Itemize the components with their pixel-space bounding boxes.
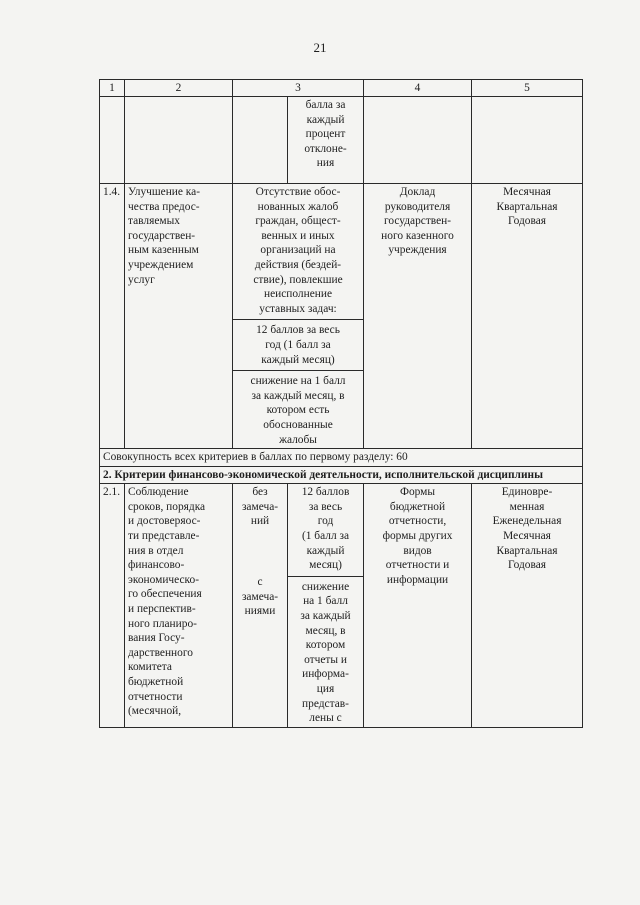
- criterion-reduction: снижение на 1 балл за каждый месяц, в котором есть обоснованные жалобы: [233, 370, 363, 447]
- section-title: 2. Критерии финансово-экономической деятельности, исполнительской дисциплины: [100, 466, 583, 484]
- table-row-2-1: [100, 484, 583, 728]
- continuation-name-cell: [125, 97, 233, 184]
- header-cell-5: 5: [472, 80, 583, 97]
- header-row: [100, 80, 583, 97]
- continuation-row: [100, 97, 583, 184]
- header-cell-4: 4: [364, 80, 472, 97]
- header-cell-1: 1: [100, 80, 125, 97]
- row-number: 1.4.: [100, 184, 125, 449]
- data-source: Доклад руководителя государствен- ного казенного учреждения: [364, 184, 472, 449]
- continuation-cond-cell: [233, 97, 288, 184]
- data-source: Формы бюджетной отчетности, формы других видов отчетности и информации: [364, 484, 472, 728]
- points-cell: [288, 484, 364, 728]
- criterion-condition: Отсутствие обос- нованных жалоб граждан, общест- венных и иных организаций на действия (бездей- ствие), повлекшие неисполнение уставных задач:: [253, 186, 343, 315]
- frequency: Месячная Квартальная Годовая: [472, 184, 583, 449]
- criterion-evaluation: [233, 184, 364, 449]
- criterion-name: Улучшение ка- чества предос- тавляемых государствен- ным казенным учреждением услуг: [125, 184, 233, 449]
- criterion-points: 12 баллов за весь год (1 балл за каждый месяц): [233, 319, 363, 367]
- condition-with-remarks: с замеча- ниями: [241, 576, 279, 618]
- criteria-table: [99, 79, 583, 728]
- header-cell-2: 2: [125, 80, 233, 97]
- continuation-points-cell: балла за каждый процент отклоне- ния: [288, 97, 364, 184]
- continuation-frequency-cell: [472, 97, 583, 184]
- points-full: 12 баллов за весь год (1 балл за каждый месяц): [301, 486, 350, 572]
- frequency: Единовре- менная Еженедельная Месячная Квартальная Годовая: [472, 484, 583, 728]
- criterion-name: Соблюдение сроков, порядка и достоверяос- ти представле- ния в отдел финансово- экономическо- го обеспечения и перспектив- ного планиро- вания Госу- дарственного комитета бюджетной отчетности (месячной,: [125, 484, 233, 728]
- condition-cell: [233, 484, 288, 728]
- row-number: 2.1.: [100, 484, 125, 728]
- points-reduction: снижение на 1 балл за каждый месяц, в котором отчеты и информа- ция представ- лены с: [288, 576, 363, 726]
- summary-row: [100, 449, 583, 467]
- table-row-1-4: [100, 184, 583, 449]
- section-summary: Совокупность всех критериев в баллах по первому разделу: 60: [100, 449, 583, 467]
- header-cell-3: 3: [233, 80, 364, 97]
- condition-without-remarks: без замеча- ний: [241, 486, 279, 528]
- section-title-row: [100, 466, 583, 484]
- continuation-source-cell: [364, 97, 472, 184]
- page-number: 21: [313, 40, 327, 55]
- continuation-num-cell: [100, 97, 125, 184]
